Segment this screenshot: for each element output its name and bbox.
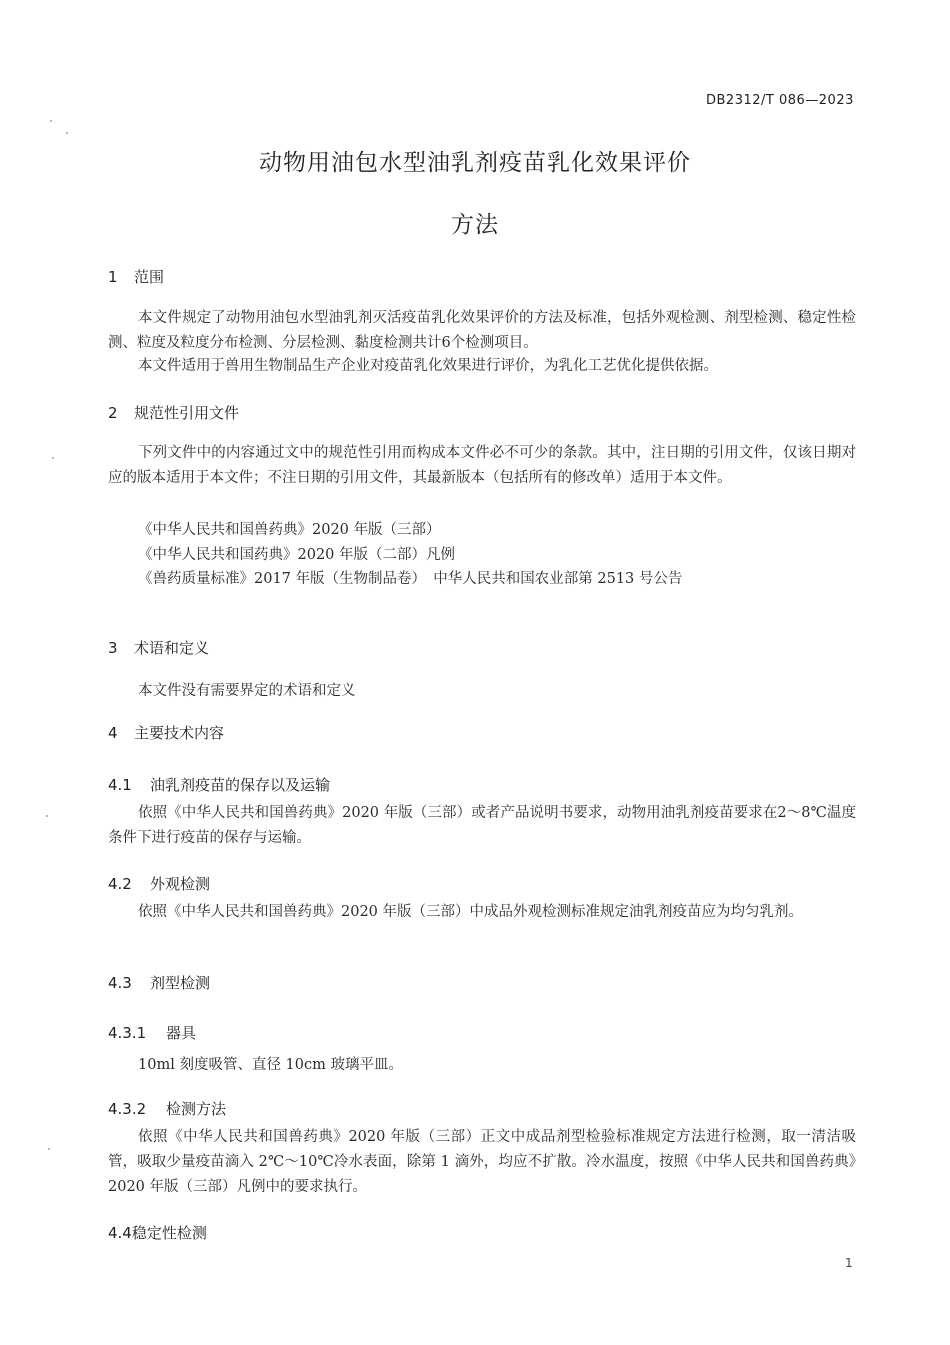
section-4-4-heading — [108, 1222, 207, 1243]
section-3-heading — [108, 637, 209, 658]
section-4-3-heading — [108, 972, 210, 993]
section-number: 4.3.2 — [108, 1100, 147, 1118]
section-title: 外观检测 — [150, 875, 211, 893]
section-4-2-paragraph-1: 依照《中华人民共和国兽药典》2020 年版（三部）中成品外观检测标准规定油乳剂疫苗应为均匀乳剂。 — [138, 904, 804, 920]
section-number: 4.3.1 — [108, 1024, 147, 1042]
scan-speck — [48, 1148, 50, 1150]
scan-speck — [66, 132, 68, 134]
section-title: 检测方法 — [166, 1100, 227, 1118]
section-title: 规范性引用文件 — [134, 404, 240, 422]
section-1-paragraph-2: 本文件适用于兽用生物制品生产企业对疫苗乳化效果进行评价，为乳化工艺优化提供依据。 — [138, 358, 718, 374]
section-4-heading — [108, 722, 224, 743]
section-4-3-2-paragraph-1: 依照《中华人民共和国兽药典》2020 年版（三部）正文中成品剂型检验标准规定方法进行检测，取一清洁吸管，吸取少量疫苗滴入 2℃～10℃冷水表面，除第 1 滴外，均应不扩散。冷水温度，按照《中华人民共和国兽药典》2020 年版（三部）凡例中的要求执行。 — [108, 1129, 856, 1195]
section-number: 1 — [108, 268, 118, 286]
scan-speck — [52, 457, 54, 459]
page-number: 1 — [845, 1256, 853, 1270]
scan-speck — [46, 815, 48, 817]
section-4-3-1-heading — [108, 1022, 196, 1043]
section-2-heading — [108, 402, 239, 423]
document-number: DB2312/T 086—2023 — [706, 93, 854, 108]
section-number: 4.1 — [108, 776, 132, 794]
section-4-3-1-paragraph-1: 10ml 刻度吸管、直径 10cm 玻璃平皿。 — [138, 1057, 403, 1073]
section-4-2-heading — [108, 873, 210, 894]
section-4-1-heading — [108, 774, 330, 795]
section-number: 2 — [108, 404, 118, 422]
section-title: 剂型检测 — [150, 974, 211, 992]
reference-3: 《兽药质量标准》2017 年版（生物制品卷） 中华人民共和国农业部第 2513 号公告 — [138, 571, 683, 587]
section-title: 稳定性检测 — [131, 1224, 207, 1242]
section-title: 范围 — [134, 268, 165, 286]
section-1-heading — [108, 266, 164, 287]
section-4-3-2-heading — [108, 1098, 226, 1119]
reference-1: 《中华人民共和国兽药典》2020 年版（三部） — [138, 522, 441, 538]
scan-speck — [50, 120, 52, 122]
section-number: 4.4 — [108, 1224, 132, 1242]
section-number: 4.3 — [108, 974, 132, 992]
section-number: 3 — [108, 639, 118, 657]
section-3-paragraph-1: 本文件没有需要界定的术语和定义 — [138, 683, 356, 699]
section-2-paragraph-1: 下列文件中的内容通过文中的规范性引用而构成本文件必不可少的条款。其中，注日期的引用文件，仅该日期对应的版本适用于本文件；不注日期的引用文件，其最新版本（包括所有的修改单）适用于本文件。 — [108, 445, 856, 486]
section-number: 4.2 — [108, 875, 132, 893]
section-title: 油乳剂疫苗的保存以及运输 — [150, 776, 331, 794]
reference-2: 《中华人民共和国药典》2020 年版（二部）凡例 — [138, 547, 456, 563]
section-number: 4 — [108, 724, 118, 742]
document-title-line1: 动物用油包水型油乳剂疫苗乳化效果评价 — [259, 150, 691, 176]
document-title-line2: 方法 — [451, 212, 499, 238]
section-title: 术语和定义 — [134, 639, 210, 657]
section-title: 器具 — [166, 1024, 197, 1042]
section-1-paragraph-1: 本文件规定了动物用油包水型油乳剂灭活疫苗乳化效果评价的方法及标准，包括外观检测、剂型检测、稳定性检测、粒度及粒度分布检测、分层检测、黏度检测共计6个检测项目。 — [108, 310, 856, 351]
section-title: 主要技术内容 — [134, 724, 225, 742]
section-4-1-paragraph-1: 依照《中华人民共和国兽药典》2020 年版（三部）或者产品说明书要求，动物用油乳剂疫苗要求在2～8℃温度条件下进行疫苗的保存与运输。 — [108, 805, 856, 846]
